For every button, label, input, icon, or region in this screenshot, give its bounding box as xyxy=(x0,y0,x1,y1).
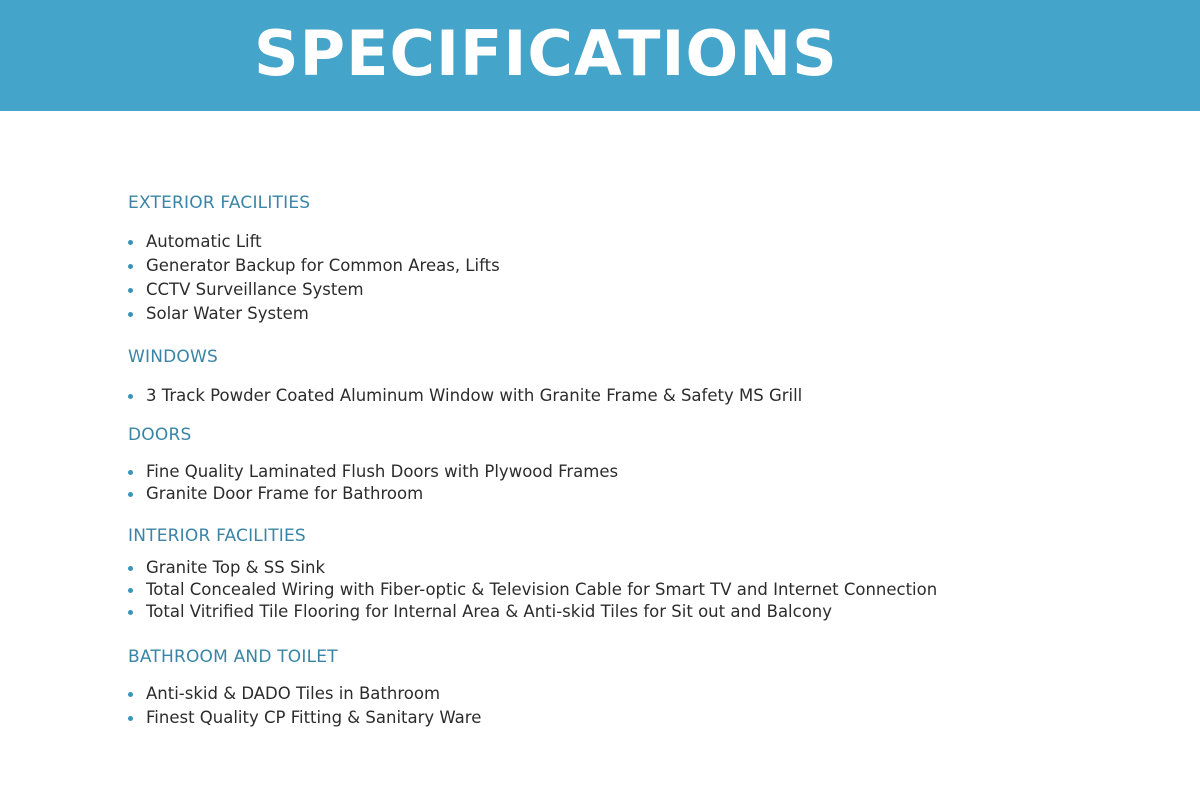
bathroom-and-toilet-heading: BATHROOM AND TOILET xyxy=(128,647,338,667)
list-item-text: Fine Quality Laminated Flush Doors with Plywood Frames xyxy=(146,462,619,481)
bullet-icon xyxy=(128,610,133,615)
doors-list xyxy=(128,461,618,505)
bullet-icon xyxy=(128,692,133,697)
bullet-icon xyxy=(128,288,133,293)
interior-facilities-heading: INTERIOR FACILITIES xyxy=(128,526,306,546)
list-item xyxy=(128,557,937,579)
list-item-text: Generator Backup for Common Areas, Lifts xyxy=(146,256,500,275)
list-item-text: Total Concealed Wiring with Fiber-optic & Television Cable for Smart TV and Internet Connection xyxy=(146,580,938,599)
list-item-text: 3 Track Powder Coated Aluminum Window with Granite Frame & Safety MS Grill xyxy=(146,386,803,405)
exterior-facilities-heading: EXTERIOR FACILITIES xyxy=(128,193,311,213)
list-item xyxy=(128,483,618,505)
bathroom-and-toilet-list xyxy=(128,682,481,730)
list-item xyxy=(128,461,618,483)
doors-heading: DOORS xyxy=(128,425,192,445)
windows-heading: WINDOWS xyxy=(128,347,219,367)
list-item xyxy=(128,278,500,302)
interior-facilities-list xyxy=(128,557,937,623)
bullet-icon xyxy=(128,716,133,721)
windows-list xyxy=(128,384,802,408)
list-item xyxy=(128,302,500,326)
bullet-icon xyxy=(128,470,133,475)
list-item-text: Granite Door Frame for Bathroom xyxy=(146,484,424,503)
page-title: SPECIFICATIONS xyxy=(254,17,838,90)
list-item xyxy=(128,254,500,278)
bullet-icon xyxy=(128,264,133,269)
list-item xyxy=(128,230,500,254)
list-item-text: Automatic Lift xyxy=(146,232,262,251)
bullet-icon xyxy=(128,394,133,399)
list-item-text: Anti-skid & DADO Tiles in Bathroom xyxy=(146,684,441,703)
bullet-icon xyxy=(128,492,133,497)
exterior-facilities-list xyxy=(128,230,500,326)
list-item xyxy=(128,601,937,623)
list-item-text: Finest Quality CP Fitting & Sanitary Ware xyxy=(146,708,482,727)
list-item xyxy=(128,682,481,706)
list-item-text: Granite Top & SS Sink xyxy=(146,558,326,577)
list-item xyxy=(128,384,802,408)
list-item xyxy=(128,579,937,601)
bullet-icon xyxy=(128,312,133,317)
list-item xyxy=(128,706,481,730)
list-item-text: CCTV Surveillance System xyxy=(146,280,364,299)
bullet-icon xyxy=(128,588,133,593)
list-item-text: Total Vitrified Tile Flooring for Internal Area & Anti-skid Tiles for Sit out and Balcony xyxy=(146,602,833,621)
list-item-text: Solar Water System xyxy=(146,304,309,323)
header-banner xyxy=(0,0,1200,111)
bullet-icon xyxy=(128,566,133,571)
bullet-icon xyxy=(128,240,133,245)
